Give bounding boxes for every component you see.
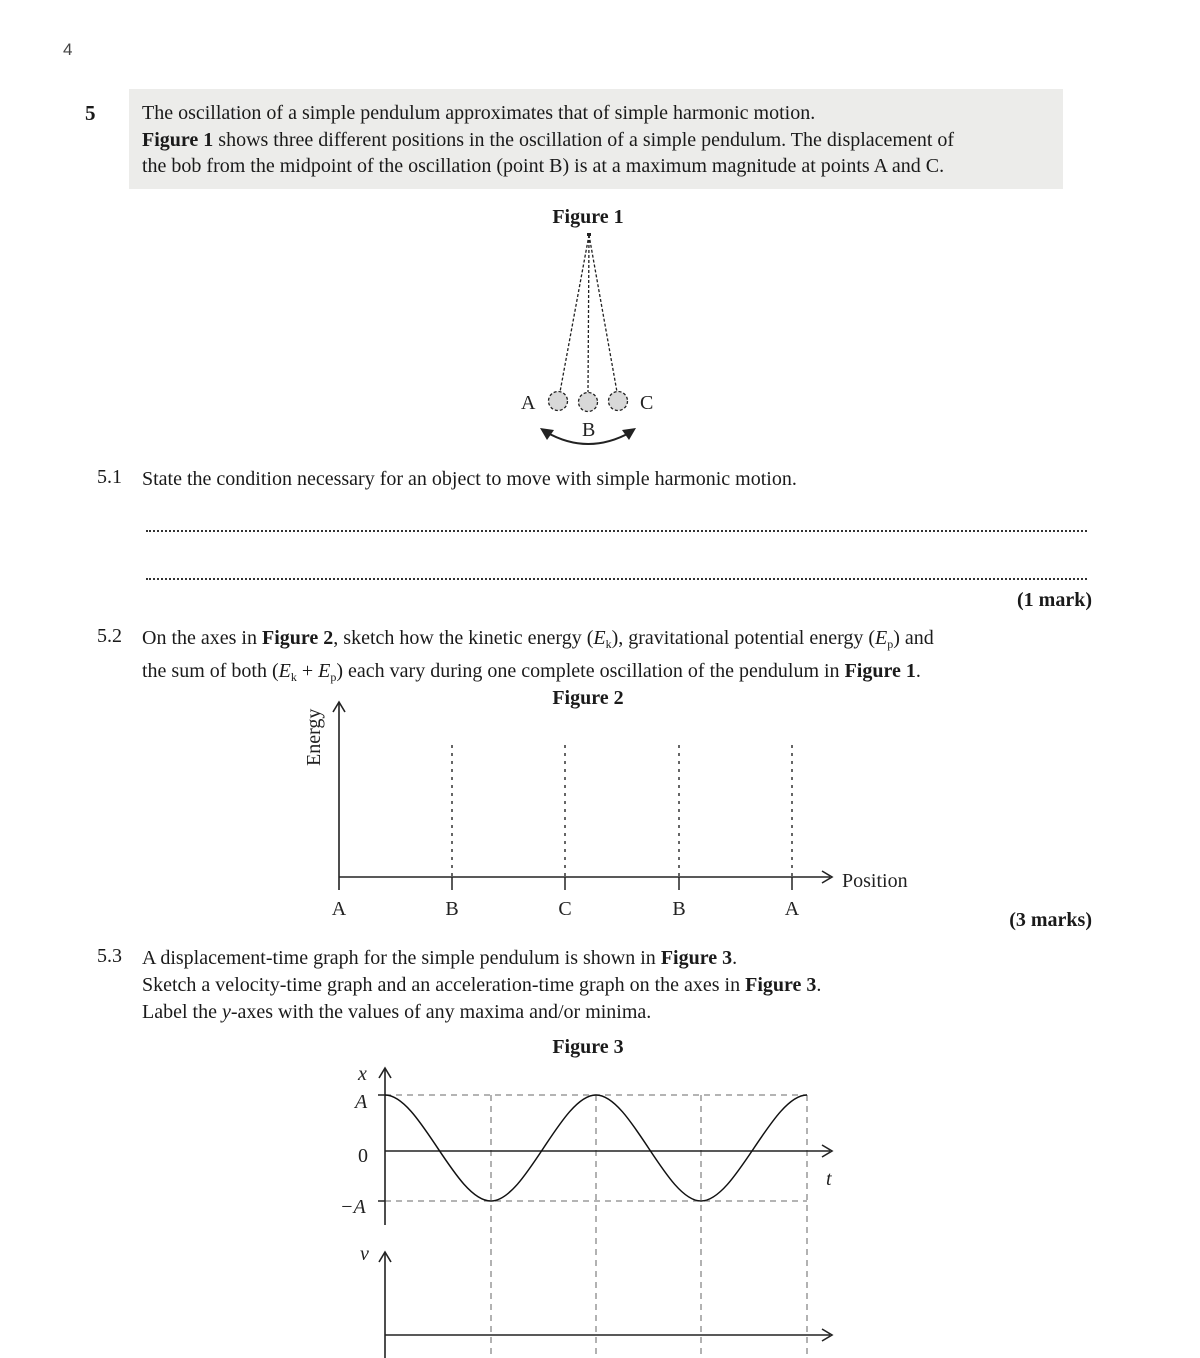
label-c: C <box>640 392 654 414</box>
bob-a <box>549 392 568 411</box>
x-graph-y-label: x <box>358 1063 367 1085</box>
text: . <box>732 947 738 969</box>
text: . <box>816 974 822 996</box>
figure-ref: Figure 3 <box>745 974 817 996</box>
answer-line-2[interactable] <box>146 578 1087 580</box>
figure1-pendulum-diagram <box>500 228 700 450</box>
y-axis-label: Energy <box>303 708 325 766</box>
bob-c <box>609 392 628 411</box>
figure-ref: Figure 1 <box>142 128 214 151</box>
bob-b <box>579 393 598 412</box>
q5-2-number: 5.2 <box>97 625 122 647</box>
intro-line-2-text: shows three different positions in the oscillation of a simple pendulum. The displacement of <box>213 128 955 151</box>
symbol-e: E <box>318 660 331 682</box>
x-tick-a: A <box>784 898 800 920</box>
intro-line-1: The oscillation of a simple pendulum approximates that of simple harmonic motion. <box>142 102 816 124</box>
figure1-title: Figure 1 <box>552 206 624 228</box>
x-tick-b: B <box>672 898 686 920</box>
text: , sketch how the kinetic energy ( <box>333 627 594 649</box>
text: . <box>915 660 921 682</box>
intro-line-2 <box>142 127 1062 154</box>
pendulum-string-a <box>560 235 589 392</box>
text: ) each vary during one complete oscillation of the pendulum in <box>336 660 845 682</box>
text: + <box>296 660 319 682</box>
x-graph-t-label: t <box>826 1168 832 1190</box>
q5-2-marks: (3 marks) <box>1009 909 1092 931</box>
figure-ref: Figure 3 <box>660 947 733 969</box>
subscript-k: k <box>605 637 612 651</box>
subscript-p: p <box>330 670 337 684</box>
v-graph-y-label: v <box>360 1243 369 1265</box>
q5-1-number: 5.1 <box>97 466 122 488</box>
x-tick-c: C <box>558 898 572 920</box>
symbol-e: E <box>875 627 888 649</box>
subscript-k: k <box>290 670 297 684</box>
text: On the axes in <box>142 627 262 649</box>
text: ) and <box>893 627 934 649</box>
label-b: B <box>582 419 596 441</box>
arrow-head-right-icon <box>622 428 636 440</box>
q5-3-line-3 <box>142 999 821 1026</box>
q5-3-text <box>142 945 821 1026</box>
pendulum-string-c <box>589 235 617 392</box>
x-axis-label: Position <box>842 870 908 892</box>
x-tick-a: A <box>331 898 347 920</box>
page-number: 4 <box>63 40 73 59</box>
text: A displacement-time graph for the simple pendulum is shown in <box>142 947 661 969</box>
figure-ref: Figure 2 <box>261 627 334 649</box>
q5-3-line-2 <box>142 972 821 999</box>
q5-1-text: State the condition necessary for an object to move with simple harmonic motion. <box>142 468 797 490</box>
figure3-graphs[interactable] <box>330 1060 850 1358</box>
figure3-title: Figure 3 <box>552 1036 624 1058</box>
text: Sketch a velocity-time graph and an acceleration-time graph on the axes in <box>142 974 746 996</box>
symbol-e: E <box>278 660 291 682</box>
arrow-head-left-icon <box>540 428 554 440</box>
pendulum-string-b <box>588 235 589 392</box>
figure2-title: Figure 2 <box>552 687 624 709</box>
q5-2-text <box>142 625 934 691</box>
text: ), gravitational potential energy ( <box>611 627 876 649</box>
answer-line-1[interactable] <box>146 530 1087 532</box>
symbol-e: E <box>593 627 606 649</box>
text: the sum of both ( <box>142 660 279 682</box>
label-a: A <box>521 392 536 414</box>
intro-line-3: the bob from the midpoint of the oscillation (point B) is at a maximum magnitude at points A and C. <box>142 155 945 177</box>
y-tick-a: A <box>355 1091 368 1113</box>
question-number: 5 <box>85 101 96 125</box>
subscript-p: p <box>887 637 894 651</box>
text: Label the <box>142 1001 222 1023</box>
text: -axes with the values of any maxima and/or minima. <box>230 1001 652 1023</box>
y-tick-neg-a: −A <box>340 1196 366 1218</box>
y-symbol: y <box>221 1001 231 1023</box>
q5-2-line-1 <box>142 625 934 658</box>
q5-1-marks: (1 mark) <box>1017 589 1092 611</box>
q5-3-line-1 <box>142 945 821 972</box>
question-intro <box>142 100 1062 180</box>
q5-3-number: 5.3 <box>97 945 122 967</box>
x-tick-b: B <box>445 898 459 920</box>
y-tick-zero: 0 <box>358 1145 368 1167</box>
figure2-energy-axes[interactable] <box>290 690 930 930</box>
figure-ref: Figure 1 <box>844 660 916 682</box>
